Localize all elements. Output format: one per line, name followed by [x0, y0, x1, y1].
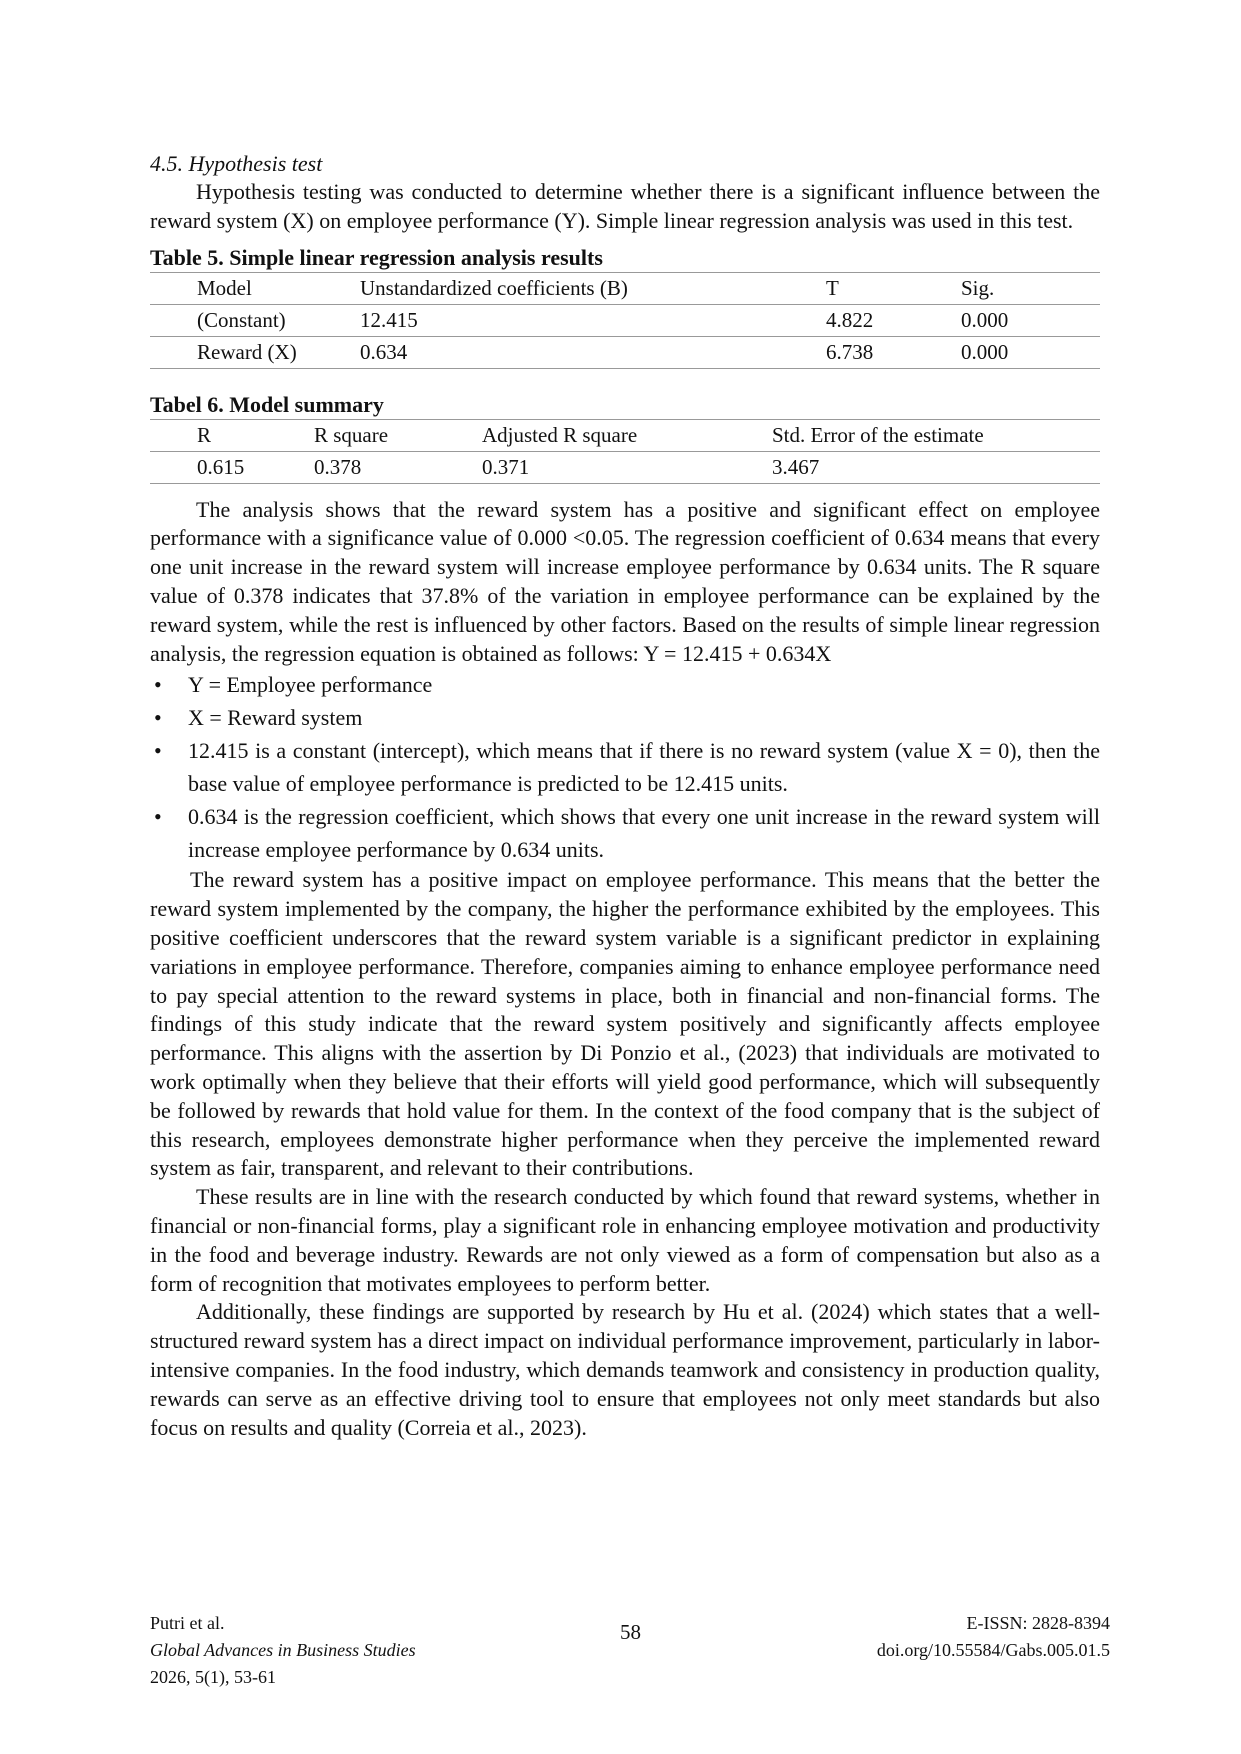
header-cell: Std. Error of the estimate	[772, 422, 984, 447]
table-cell: 4.822	[826, 307, 874, 332]
table-cell: 0.634	[360, 339, 408, 364]
table-row	[150, 304, 1100, 336]
discussion-paragraph-1: The reward system has a positive impact on employee performance. This means that the better the reward system implemented by the company, the higher the performance exhibited by the employees. This positive coefficient underscores that the reward system variable is a significant predictor in explaining variations in employee performance. Therefore, companies aiming to enhance employee performance need to pay special attention to the reward systems in place, both in financial and non-financial forms. The findings of this study indicate that the reward system positively and significantly affects employee performance. This aligns with the assertion by Di Ponzio et al., (2023) that individuals are motivated to work optimally when they believe that their efforts will yield good performance, which will subsequently be followed by rewards that hold value for them. In the context of the food company that is the subject of this research, employees demonstrate higher performance when they perceive the implemented reward system as fair, transparent, and relevant to their contributions.	[150, 867, 1100, 1181]
bullet-icon: •	[154, 672, 162, 698]
table5-caption: Table 5. Simple linear regression analysis results	[150, 244, 603, 270]
discussion-paragraph-3: Additionally, these findings are supported by research by Hu et al. (2024) which states that a well-structured reward system has a direct impact on individual performance improvement, particularly in labor-intensive companies. In the food industry, which demands teamwork and consistency in production quality, rewards can serve as an effective driving tool to ensure that employees not only meet standards but also focus on results and quality (Correia et al., 2023).	[150, 1299, 1100, 1440]
footer-volume: 2026, 5(1), 53-61	[150, 1667, 276, 1687]
analysis-paragraph: The analysis shows that the reward system has a positive and significant effect on employee performance with a significance value of 0.000 <0.05. The regression coefficient of 0.634 means that every one unit increase in the reward system will increase employee performance by 0.634 units. The R square value of 0.378 indicates that 37.8% of the variation in employee performance can be explained by the reward system, while the rest is influenced by other factors. Based on the results of simple linear regression analysis, the regression equation is obtained as follows: Y = 12.415 + 0.634X	[150, 496, 1100, 666]
header-cell: R square	[314, 422, 389, 447]
list-item-text: Y = Employee performance	[188, 672, 433, 698]
list-item	[150, 668, 1100, 701]
table-cell: 12.415	[360, 307, 418, 332]
table-row	[150, 336, 1100, 368]
table-cell: 0.615	[197, 454, 245, 479]
header-cell: Sig.	[961, 275, 995, 300]
table-cell: Reward (X)	[197, 339, 297, 364]
footer-journal: Global Advances in Business Studies	[150, 1640, 416, 1660]
table-cell: 0.371	[482, 454, 530, 479]
footer-citation	[150, 1610, 416, 1691]
discussion-paragraph-2: These results are in line with the research conducted by which found that reward systems, whether in financial or non-financial forms, play a significant role in enhancing employee motivation and productivity in the food and beverage industry. Rewards are not only viewed as a form of compensation but also as a form of recognition that motivates employees to perform better.	[150, 1184, 1100, 1296]
model-summary-table	[150, 419, 1100, 484]
section-title: 4.5. Hypothesis test	[150, 151, 323, 176]
list-item	[150, 800, 1100, 866]
table-cell: 0.378	[314, 454, 362, 479]
header-cell: Model	[197, 275, 252, 300]
table-header-row	[150, 272, 1100, 304]
bullet-icon: •	[154, 705, 162, 731]
table-cell: 0.000	[961, 339, 1009, 364]
table-header-row	[150, 419, 1100, 451]
table-cell: (Constant)	[197, 307, 286, 332]
table-cell: 0.000	[961, 307, 1009, 332]
header-cell: R	[197, 422, 212, 447]
footer-doi: doi.org/10.55584/Gabs.005.01.5	[876, 1640, 1110, 1660]
list-item-text: 0.634 is the regression coefficient, which shows that every one unit increase in the reward system will increase employee performance by 0.634 units.	[188, 804, 1100, 863]
list-item-text: X = Reward system	[188, 705, 363, 731]
page-content	[150, 150, 1100, 1442]
footer-eissn: E-ISSN: 2828-8394	[966, 1613, 1110, 1633]
list-item-text: 12.415 is a constant (intercept), which means that if there is no reward system (value X = 0), then the base value of employee performance is predicted to be 12.415 units.	[188, 738, 1100, 797]
table-cell: 6.738	[826, 339, 874, 364]
header-cell: T	[826, 275, 839, 300]
regression-table	[150, 272, 1100, 369]
page-number: 58	[620, 1620, 641, 1644]
table-row	[150, 451, 1100, 483]
footer-authors: Putri et al.	[150, 1613, 225, 1633]
footer-identifiers	[877, 1610, 1110, 1664]
list-item	[150, 734, 1100, 800]
header-cell: Adjusted R square	[482, 422, 638, 447]
list-item	[150, 701, 1100, 734]
table-cell: 3.467	[772, 454, 820, 479]
intro-paragraph: Hypothesis testing was conducted to determine whether there is a significant influence between the reward system (X) on employee performance (Y). Simple linear regression analysis was used in this test.	[150, 179, 1100, 233]
page-footer	[150, 1610, 1110, 1690]
bullet-icon: •	[154, 804, 162, 830]
header-cell: Unstandardized coefficients (B)	[360, 275, 628, 300]
bullet-icon: •	[154, 738, 162, 764]
bullet-list	[150, 668, 1100, 866]
table6-caption: Tabel 6. Model summary	[150, 391, 384, 417]
